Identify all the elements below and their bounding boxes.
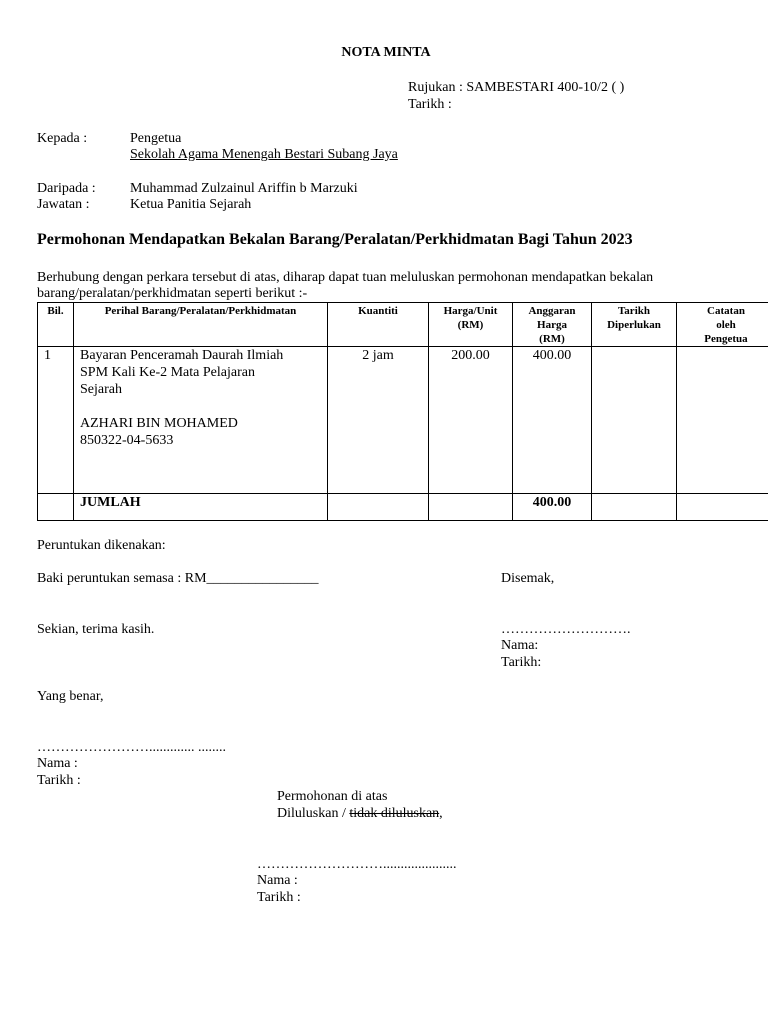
- subject-heading: Permohonan Mendapatkan Bekalan Barang/Peralatan/Perkhidmatan Bagi Tahun 2023: [37, 231, 633, 248]
- header-catatan: [677, 303, 768, 347]
- allocation-label: Peruntukan dikenakan:: [37, 538, 166, 553]
- position-value: Ketua Panitia Sejarah: [130, 197, 252, 212]
- header-harga-line2: (RM): [457, 319, 484, 331]
- header-anggaran-line1: Anggaran: [528, 305, 576, 317]
- approved-option: Diluluskan /: [277, 806, 350, 821]
- header-perihal: Perihal Barang/Peralatan/Perkhidmatan: [74, 303, 328, 347]
- total-cell-catatan: [677, 494, 768, 521]
- principal-name: Nama :: [257, 873, 298, 888]
- principal-date: Tarikh :: [257, 890, 301, 905]
- cell-tarikh: [592, 347, 677, 494]
- cell-perihal: [74, 347, 328, 494]
- cell-bil: 1: [38, 347, 74, 494]
- table-row: [38, 347, 768, 494]
- total-cell-bil: [38, 494, 74, 521]
- header-anggaran-line2: Harga: [537, 319, 567, 331]
- sender-signature-line: ……………………............. ........: [37, 740, 226, 755]
- from-label: Daripada :: [37, 181, 96, 196]
- header-anggaran: [513, 303, 592, 347]
- cell-anggaran: 400.00: [513, 347, 592, 494]
- header-catatan-line1: Catatan: [707, 305, 745, 317]
- position-label: Jawatan :: [37, 197, 90, 212]
- closing-thanks: Sekian, terima kasih.: [37, 622, 155, 637]
- total-cell-harga: [429, 494, 513, 521]
- perihal-line-3: Sejarah: [80, 382, 122, 397]
- total-label: JUMLAH: [74, 494, 328, 521]
- header-tarikh-line2: Diperlukan: [607, 319, 661, 331]
- request-table: [37, 302, 768, 521]
- total-cell-kuantiti: [328, 494, 429, 521]
- reference-date: Tarikh :: [408, 97, 452, 112]
- to-school: Sekolah Agama Menengah Bestari Subang Jaya: [130, 147, 398, 162]
- cell-catatan: [677, 347, 768, 494]
- checked-label: Disemak,: [501, 571, 555, 586]
- total-cell-tarikh: [592, 494, 677, 521]
- perihal-line-5: 850322-04-5633: [80, 433, 174, 448]
- approval-text: Permohonan di atas: [277, 789, 388, 804]
- checker-signature-line: ……………………….: [501, 622, 631, 637]
- document-title: NOTA MINTA: [341, 45, 431, 60]
- reference-number: Rujukan : SAMBESTARI 400-10/2 ( ): [408, 80, 625, 95]
- perihal-spacer: [80, 398, 327, 415]
- sender-name: Nama :: [37, 756, 78, 771]
- header-tarikh: [592, 303, 677, 347]
- table-header-row: [38, 303, 768, 347]
- intro-line-2: barang/peralatan/perkhidmatan seperti berikut :-: [37, 286, 308, 301]
- perihal-line-1: Bayaran Penceramah Daurah Ilmiah: [80, 348, 284, 363]
- header-kuantiti: Kuantiti: [328, 303, 429, 347]
- total-value: 400.00: [513, 494, 592, 521]
- cell-harga: 200.00: [429, 347, 513, 494]
- header-bil: Bil.: [38, 303, 74, 347]
- header-harga-line1: Harga/Unit: [443, 305, 498, 317]
- header-anggaran-line3: (RM): [539, 333, 565, 345]
- checker-date: Tarikh:: [501, 655, 542, 670]
- balance-line: Baki peruntukan semasa : RM________________: [37, 571, 319, 586]
- to-label: Kepada :: [37, 131, 88, 146]
- approval-comma: ,: [439, 806, 443, 821]
- principal-signature-line: ……………………….....................: [257, 857, 457, 872]
- sender-date: Tarikh :: [37, 773, 81, 788]
- to-recipient: Pengetua: [130, 131, 182, 146]
- perihal-line-4: AZHARI BIN MOHAMED: [80, 416, 238, 431]
- not-approved-option: tidak diluluskan: [349, 806, 440, 821]
- sincerely-label: Yang benar,: [37, 689, 104, 704]
- header-catatan-line2: oleh: [716, 319, 736, 331]
- perihal-line-2: SPM Kali Ke-2 Mata Pelajaran: [80, 365, 255, 380]
- header-tarikh-line1: Tarikh: [617, 305, 650, 317]
- intro-line-1: Berhubung dengan perkara tersebut di atas, diharap dapat tuan meluluskan permohonan mendapatkan bekalan: [37, 270, 654, 285]
- table-total-row: [38, 494, 768, 521]
- header-harga: [429, 303, 513, 347]
- header-catatan-line3: Pengetua: [704, 333, 748, 345]
- approval-status: [277, 805, 443, 822]
- from-name: Muhammad Zulzainul Ariffin b Marzuki: [130, 181, 358, 196]
- checker-name: Nama:: [501, 638, 539, 653]
- cell-kuantiti: 2 jam: [328, 347, 429, 494]
